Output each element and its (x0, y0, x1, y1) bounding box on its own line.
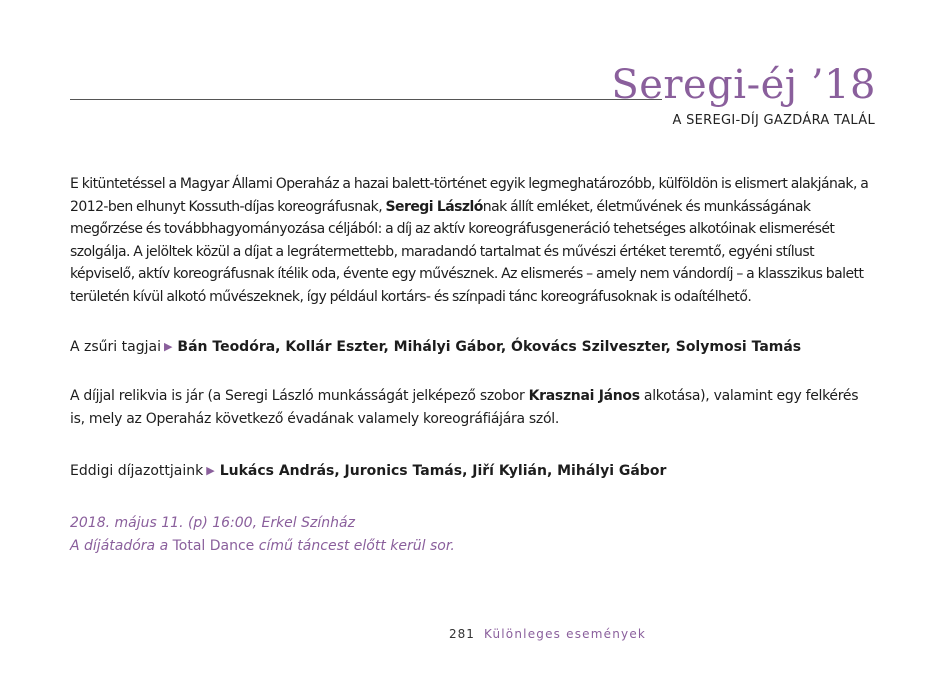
laureates-paragraph (70, 460, 880, 484)
jury-label: A zsűri tagjai (70, 339, 161, 355)
jury-paragraph (70, 336, 880, 360)
event-line2-part2: című táncest előtt kerül sor. (254, 537, 455, 554)
relic-text-1: A díjjal relikvia is jár (a Seregi László munkásságát jelképező szobor (70, 388, 529, 404)
footer-section: Különleges események (484, 627, 647, 641)
jury-members: Bán Teodóra, Kollár Eszter, Mihályi Gábor, Ókovács Szilveszter, Solymosi Tamás (177, 339, 802, 355)
intro-text-2: nak állít emléket, életművének és munkásságának megőrzése és továbbhagyományozása céljából: a díj az aktív koreográfusgeneráció tehetséges alkotóinak elismerését szolgálja. A jelöltek közül a díjat a legrátermettebb, maradandó tartalmat és művészi értéket teremtő, egyéni stílust képviselő, aktív koreográfusnak ítélik oda, évente egy művésznek. Az elismerés – amely nem vándordíj – a klasszikus balett területén kívül alkotó művészeknek, így például kortárs- és színpadi tánc koreográfusoknak is odaítélhető. (70, 198, 864, 305)
event-date-line: 2018. május 11. (p) 16:00, Erkel Színház (70, 515, 355, 531)
event-info (70, 512, 880, 557)
event-show-title: Total Dance (172, 537, 255, 554)
relic-paragraph (70, 385, 870, 430)
page-subtitle: A SEREGI-DÍJ GAZDÁRA TALÁL (672, 113, 875, 128)
page-number: 281 (449, 627, 475, 641)
triangle-right-icon: ▶ (163, 340, 173, 353)
intro-name-bold: Seregi László (385, 198, 483, 215)
relic-artist-bold: Krasznai János (528, 388, 640, 404)
header-rule (70, 99, 662, 100)
relic-text-2: alkotása), valamint egy felkérés is, mely az Operaház következő évadának valamely koreográfiájára szól. (70, 388, 859, 427)
laureates-label: Eddigi díjazottjaink (70, 463, 204, 479)
triangle-right-icon: ▶ (206, 464, 215, 477)
event-line2-part1: A díjátadóra a (70, 537, 173, 554)
page-title: Seregi-éj ’18 (611, 62, 876, 108)
laureates-names: Lukács András, Juronics Tamás, Jiří Kylián, Mihályi Gábor (219, 463, 667, 479)
intro-text-1: E kitüntetéssel a Magyar Állami Operaház a hazai balett-történet egyik legmeghatározóbb, külföldön is elismert alakjának, a 2012-ben elhunyt Kossuth-díjas koreográfusnak, (70, 176, 869, 215)
intro-paragraph (70, 173, 880, 308)
